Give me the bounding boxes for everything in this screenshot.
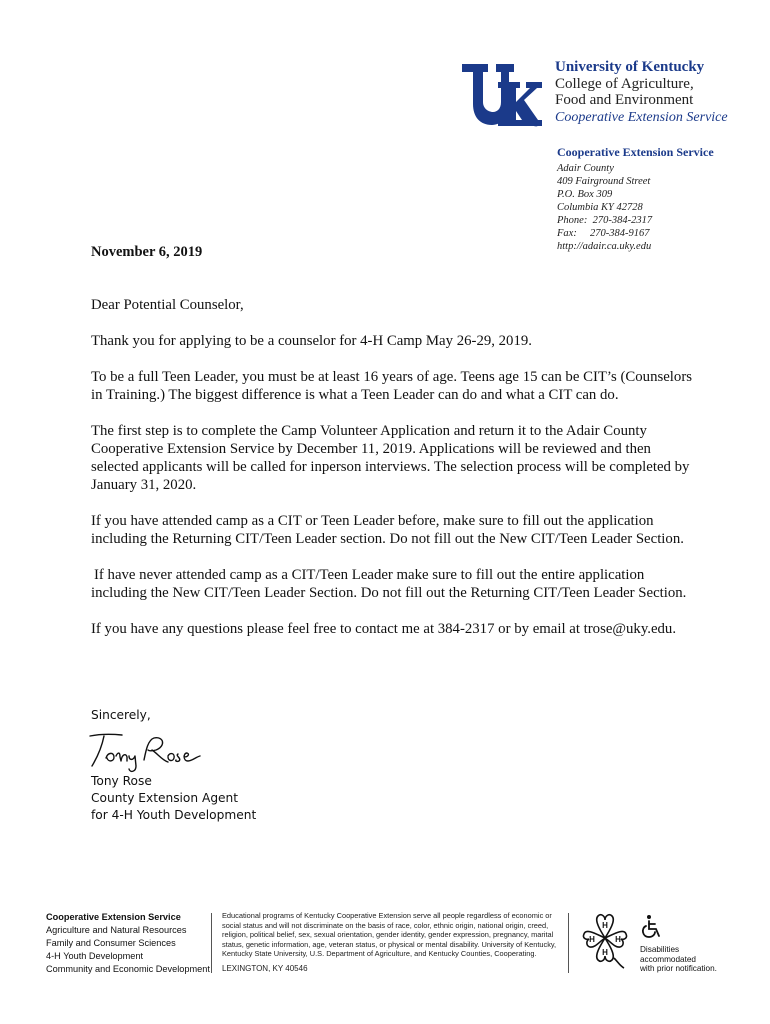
svg-text:®: ® xyxy=(534,123,538,128)
footer-divider xyxy=(568,913,569,973)
footer-program-ced: Community and Economic Development xyxy=(46,964,210,974)
salutation: Dear Potential Counselor, xyxy=(91,297,244,313)
paragraph-6: If you have any questions please feel free to contact me at 384-2317 or by email at trose@uky.edu. xyxy=(91,621,677,637)
signer-block xyxy=(91,773,256,824)
address-phone: Phone: 270-384-2317 xyxy=(557,215,653,226)
letter-body xyxy=(91,296,701,656)
clover-h-top: H xyxy=(602,921,608,930)
address-fax: Fax: 270-384-9167 xyxy=(557,228,650,239)
clover-h-left: H xyxy=(589,935,595,944)
footer-program-4h: 4-H Youth Development xyxy=(46,951,144,961)
uk-logo-icon xyxy=(462,62,542,128)
address-street: 409 Fairground Street xyxy=(557,176,651,187)
footer-disclaimer-block xyxy=(222,911,557,974)
footer-title: Cooperative Extension Service xyxy=(46,912,181,922)
address-po-box: P.O. Box 309 xyxy=(557,189,613,200)
clover-h-bottom: H xyxy=(602,948,608,957)
college-name-line2: Food and Environment xyxy=(555,92,694,108)
college-name-line1: College of Agriculture, xyxy=(555,76,694,92)
closing: Sincerely, xyxy=(91,708,151,722)
4h-clover-icon xyxy=(578,910,632,970)
paragraph-2: To be a full Teen Leader, you must be at least 16 years of age. Teens age 15 can be CIT’s (Counselors in Training.) The biggest difference is what a Teen Leader can do and what a CIT can do. xyxy=(91,369,692,403)
signer-title: County Extension Agent xyxy=(91,791,239,805)
disabilities-line1: Disabilities xyxy=(640,945,680,954)
address-title: Cooperative Extension Service xyxy=(557,145,714,159)
paragraph-1: Thank you for applying to be a counselor for 4-H Camp May 26-29, 2019. xyxy=(91,333,532,349)
university-name: University of Kentucky xyxy=(555,59,705,75)
disabilities-line2: accommodated xyxy=(640,954,696,964)
signer-program: for 4-H Youth Development xyxy=(91,808,257,822)
footer-city: LEXINGTON, KY 40546 xyxy=(222,963,308,973)
address-city: Columbia KY 42728 xyxy=(557,202,643,213)
footer-disclaimer: Educational programs of Kentucky Cooperative Extension serve all people regardless of economic or social status and will not discriminate on the basis of race, color, ethnic origin, national origin, creed, religion, political belief, sex, sexual orientation, gender identity, gender expression, pregnancy, marital status, genetic information, age, veteran status, or physical or mental disability. University of Kentucky, Kentucky State University, U.S. Department of Agriculture, and Kentucky Counties, Cooperating. xyxy=(222,911,557,959)
disabilities-line3: with prior notification. xyxy=(640,964,717,973)
wheelchair-icon xyxy=(640,914,664,940)
paragraph-4: If you have attended camp as a CIT or Teen Leader before, make sure to fill out the application including the Returning CIT/Teen Leader section. Do not fill out the New CIT/Teen Leader Section. xyxy=(91,513,684,547)
disabilities-note xyxy=(640,945,717,974)
paragraph-5: If have never attended camp as a CIT/Teen Leader make sure to fill out the entire application including the New CIT/Teen Leader Section. Do not fill out the Returning CIT/Teen Leader Section. xyxy=(91,567,687,601)
footer-program-fcs: Family and Consumer Sciences xyxy=(46,938,176,948)
footer-divider xyxy=(211,913,212,973)
signer-name: Tony Rose xyxy=(91,774,152,788)
signature-icon xyxy=(86,726,206,776)
header-title-block xyxy=(555,60,728,125)
footer-programs xyxy=(46,911,210,976)
address-website[interactable]: http://adair.ca.uky.edu xyxy=(557,241,652,252)
footer-program-ag: Agriculture and Natural Resources xyxy=(46,925,187,935)
clover-h-right: H xyxy=(615,935,621,944)
extension-service-name: Cooperative Extension Service xyxy=(555,110,728,125)
letter-date: November 6, 2019 xyxy=(91,244,203,260)
paragraph-3: The first step is to complete the Camp Volunteer Application and return it to the Adair County Cooperative Extension Service by December 11, 2019. Applications will be reviewed and then selected applicants will be called for inperson interviews. The selection process will be completed by January 31, 2020. xyxy=(91,423,690,493)
address-block xyxy=(557,145,714,253)
address-county: Adair County xyxy=(557,163,614,174)
